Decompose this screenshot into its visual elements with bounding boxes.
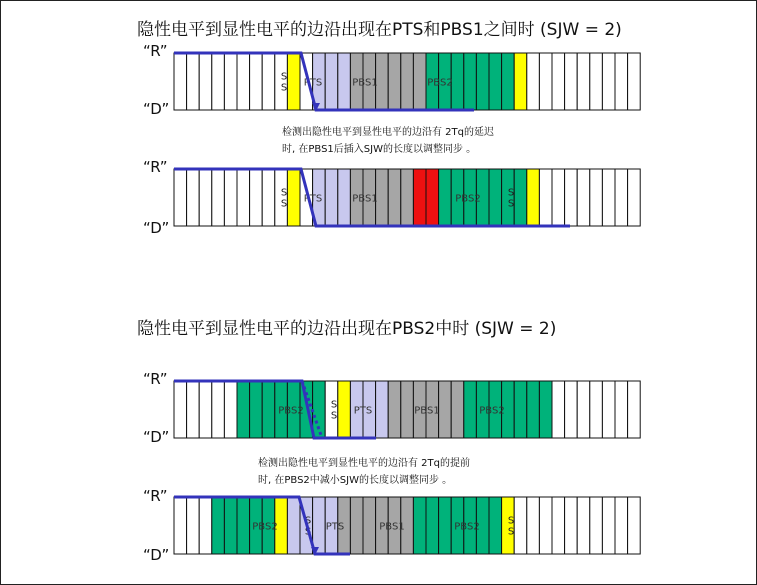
row-2-after-lengthen-tq-cell — [388, 169, 401, 226]
row-3-before-tq-cell — [401, 381, 414, 438]
row-2-after-lengthen-sync-label: S — [507, 187, 515, 199]
row-1-before-tq-cell — [577, 53, 590, 110]
row-3-before-tq-cell — [199, 381, 212, 438]
row-4-after-shorten-pbs2-label: PBS2 — [252, 521, 278, 533]
row-4-after-shorten-sync-label: S — [304, 515, 312, 527]
row-2-after-lengthen-tq-cell — [514, 169, 527, 226]
row-4-after-shorten-tq-cell — [439, 497, 452, 554]
row-3-before-tq-cell — [224, 381, 237, 438]
row-1-before-tq-cell — [602, 53, 615, 110]
row-3-before-tq-cell — [174, 381, 187, 438]
row-1-before-tq-cell — [451, 53, 464, 110]
row-2-after-lengthen-tq-cell — [338, 169, 351, 226]
row-2-after-lengthen-tq-cell — [250, 169, 263, 226]
row-1-before-tq-cell — [174, 53, 187, 110]
row-4-after-shorten-tq-cell — [237, 497, 250, 554]
row-2-after-lengthen-pbs1-label: PBS1 — [352, 193, 378, 205]
row-2-after-lengthen-tq-cell — [628, 169, 641, 226]
row-2-after-lengthen-tq-cell — [325, 169, 338, 226]
row-3-before-tq-cell — [464, 381, 477, 438]
row-3-recessive-label: “R” — [143, 370, 168, 388]
row-2-after-lengthen-tq-cell — [262, 169, 275, 226]
row-3-before-tq-cell — [514, 381, 527, 438]
row-4-after-shorten-tq-cell — [565, 497, 578, 554]
top-title: 隐性电平到显性电平的边沿出现在PTS和PBS1之间时 (SJW = 2) — [137, 20, 622, 40]
row-1-before-pts-label: PTS — [303, 77, 323, 89]
row-1-before-tq-cell — [552, 53, 565, 110]
row-3-before-tq-cell — [552, 381, 565, 438]
row-2-after-lengthen-tq-cell — [539, 169, 552, 226]
row-1-before-tq-cell — [489, 53, 502, 110]
row-4-after-shorten-tq-cell — [350, 497, 363, 554]
row-3-dominant-label: “D” — [143, 428, 170, 446]
row-2-after-lengthen-tq-cell — [527, 169, 540, 226]
row-2-after-lengthen-tq-cell — [602, 169, 615, 226]
row-2-after-lengthen-tq-cell — [199, 169, 212, 226]
row-2-after-lengthen-sync-label: S — [280, 198, 288, 210]
row-1-before-tq-cell — [224, 53, 237, 110]
row-2-after-lengthen-sync-label: S — [507, 198, 515, 210]
row-4-after-shorten-sync-label: S — [507, 515, 515, 527]
row-4-recessive-label: “R” — [143, 487, 168, 505]
row-4-after-shorten-tq-cell — [602, 497, 615, 554]
row-4-after-shorten-tq-cell — [577, 497, 590, 554]
row-4-after-shorten-tq-cell — [199, 497, 212, 554]
row-1-before-tq-cell — [388, 53, 401, 110]
row-2-after-lengthen-tq-cell — [439, 169, 452, 226]
row-3-before-tq-cell — [262, 381, 275, 438]
row-4-after-shorten-tq-cell — [187, 497, 200, 554]
row-1-before-tq-cell — [539, 53, 552, 110]
row-2-after-lengthen-pbs2-label: PBS2 — [455, 193, 481, 205]
row-1-before-tq-cell — [514, 53, 527, 110]
row-4-after-shorten-tq-cell — [552, 497, 565, 554]
row-2-dominant-label: “D” — [143, 219, 170, 237]
row-4-after-shorten-tq-cell — [514, 497, 527, 554]
row-3-before-sync-label: S — [330, 410, 338, 422]
row-1-before-pbs1-label: PBS1 — [352, 77, 378, 89]
row-1-before-tq-cell — [250, 53, 263, 110]
row-4-after-shorten-pbs1-label: PBS1 — [379, 521, 405, 533]
row-3-before-tq-cell — [539, 381, 552, 438]
row-3-before-tq-cell — [439, 381, 452, 438]
top-note-line-1: 检测出隐性电平到显性电平的边沿有 2Tq的延迟 — [282, 127, 494, 138]
row-4-after-shorten-tq-cell — [628, 497, 641, 554]
row-4-after-shorten-tq-cell — [590, 497, 603, 554]
row-2-after-lengthen-tq-cell — [489, 169, 502, 226]
row-3-before-tq-cell — [338, 381, 351, 438]
row-4-after-shorten-tq-cell — [426, 497, 439, 554]
row-2-after-lengthen-tq-cell — [552, 169, 565, 226]
row-3-before-sync-label: S — [330, 399, 338, 411]
row-2-after-lengthen-tq-cell — [426, 169, 439, 226]
row-3-before-tq-cell — [313, 381, 326, 438]
row-4-after-shorten-tq-cell — [489, 497, 502, 554]
row-2-after-lengthen-sync-label: S — [280, 187, 288, 199]
row-4-after-shorten-tq-cell — [287, 497, 300, 554]
row-3-before-tq-cell — [187, 381, 200, 438]
row-2-after-lengthen-tq-cell — [212, 169, 225, 226]
row-3-before-pbs2-label: PBS2 — [278, 405, 304, 417]
row-3-before-tq-cell — [527, 381, 540, 438]
row-4-after-shorten-tq-cell — [615, 497, 628, 554]
row-4-after-shorten-tq-cell — [174, 497, 187, 554]
row-3-before-tq-cell — [250, 381, 263, 438]
row-2-after-lengthen-pts-label: PTS — [303, 193, 323, 205]
row-2-after-lengthen-tq-cell — [224, 169, 237, 226]
bottom-note-line-2: 时, 在PBS2中减小SJW的长度以调整同步 。 — [258, 475, 453, 486]
row-3-before-pbs2-label: PBS2 — [479, 405, 505, 417]
row-1-before-tq-cell — [212, 53, 225, 110]
row-3-before-tq-cell — [602, 381, 615, 438]
row-4-after-shorten-tq-cell — [363, 497, 376, 554]
row-4-after-shorten-tq-cell — [539, 497, 552, 554]
row-1-before-tq-cell — [187, 53, 200, 110]
bottom-title: 隐性电平到显性电平的边沿出现在PBS2中时 (SJW = 2) — [137, 319, 557, 339]
row-1-before-sync-label: S — [280, 82, 288, 94]
row-3-before-tq-cell — [212, 381, 225, 438]
row-2-after-lengthen-tq-cell — [565, 169, 578, 226]
row-2-after-lengthen-tq-cell — [187, 169, 200, 226]
row-4-after-shorten-sync-label: S — [304, 526, 312, 538]
row-1-before-tq-cell — [262, 53, 275, 110]
row-2-after-lengthen-tq-cell — [174, 169, 187, 226]
row-1-before-tq-cell — [199, 53, 212, 110]
row-1-recessive-label: “R” — [143, 42, 168, 60]
top-note-line-2: 时, 在PBS1后插入SJW的长度以调整同步 。 — [282, 144, 477, 155]
row-1-before-tq-cell — [527, 53, 540, 110]
row-4-after-shorten-tq-cell — [413, 497, 426, 554]
row-1-before-tq-cell — [413, 53, 426, 110]
row-3-before-tq-cell — [565, 381, 578, 438]
row-3-before-tq-cell — [451, 381, 464, 438]
row-2-after-lengthen-tq-cell — [413, 169, 426, 226]
row-4-after-shorten-tq-cell — [224, 497, 237, 554]
row-2-after-lengthen-tq-cell — [590, 169, 603, 226]
row-3-before-tq-cell — [590, 381, 603, 438]
row-3-before-tq-cell — [577, 381, 590, 438]
row-1-before-pbs2-label: PBS2 — [427, 77, 453, 89]
row-1-before-tq-cell — [476, 53, 489, 110]
row-1-before-tq-cell — [628, 53, 641, 110]
row-1-before-tq-cell — [615, 53, 628, 110]
row-4-after-shorten-pbs2-label: PBS2 — [454, 521, 480, 533]
row-2-after-lengthen-tq-cell — [287, 169, 300, 226]
row-3-before-tq-cell — [628, 381, 641, 438]
row-3-before-pbs1-label: PBS1 — [414, 405, 440, 417]
row-4-after-shorten-tq-cell — [212, 497, 225, 554]
row-1-before-tq-cell — [464, 53, 477, 110]
row-2-after-lengthen-tq-cell — [237, 169, 250, 226]
row-2-after-lengthen-tq-cell — [615, 169, 628, 226]
row-4-after-shorten-sync-label: S — [507, 526, 515, 538]
row-3-before-tq-cell — [615, 381, 628, 438]
row-1-before-tq-cell — [325, 53, 338, 110]
row-1-before-tq-cell — [287, 53, 300, 110]
row-3-before-tq-cell — [376, 381, 389, 438]
row-2-after-lengthen-tq-cell — [577, 169, 590, 226]
row-2-recessive-label: “R” — [143, 158, 168, 176]
row-4-dominant-label: “D” — [143, 546, 170, 564]
row-2-after-lengthen-tq-cell — [401, 169, 414, 226]
row-4-after-shorten-tq-cell — [313, 497, 326, 554]
row-1-dominant-label: “D” — [143, 100, 170, 118]
row-1-before-tq-cell — [590, 53, 603, 110]
row-4-after-shorten-pts-label: PTS — [325, 521, 345, 533]
row-3-before-tq-cell — [388, 381, 401, 438]
bottom-note-line-1: 检测出隐性电平到显性电平的边沿有 2Tq的提前 — [258, 458, 470, 469]
row-1-before-tq-cell — [237, 53, 250, 110]
row-1-before-tq-cell — [565, 53, 578, 110]
row-1-before-tq-cell — [502, 53, 515, 110]
row-1-before-tq-cell — [338, 53, 351, 110]
row-4-after-shorten-tq-cell — [527, 497, 540, 554]
row-1-before-sync-label: S — [280, 71, 288, 83]
row-3-before-tq-cell — [237, 381, 250, 438]
row-3-before-pts-label: PTS — [353, 405, 373, 417]
row-1-before-tq-cell — [401, 53, 414, 110]
